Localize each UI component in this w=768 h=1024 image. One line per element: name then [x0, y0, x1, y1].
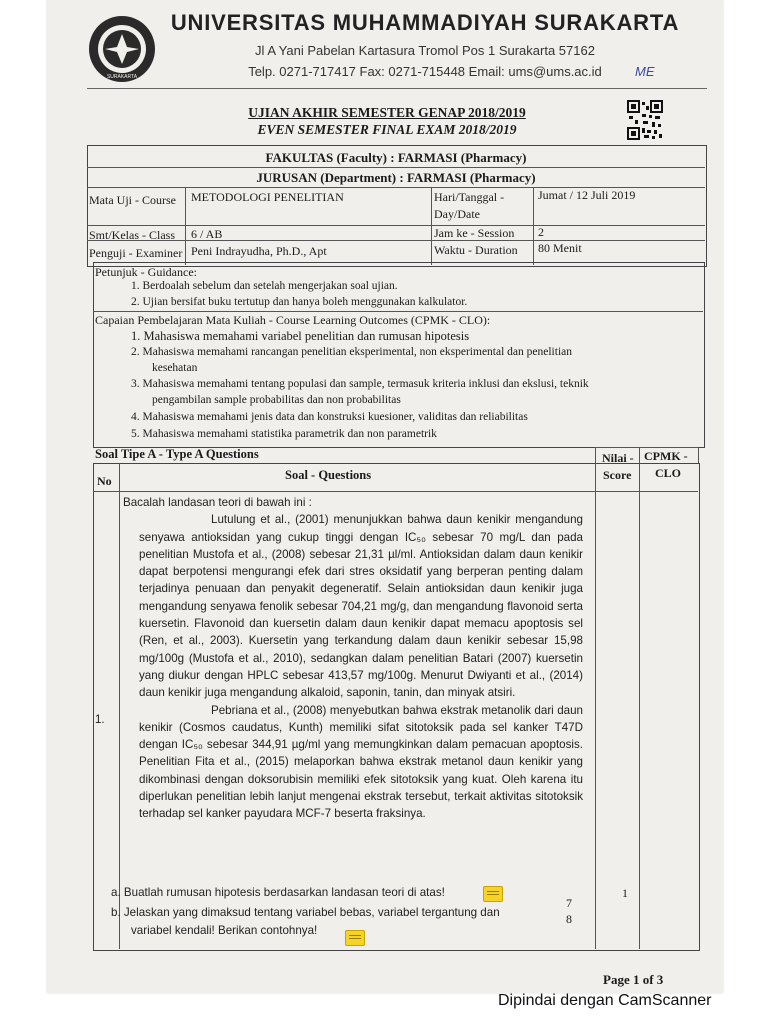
- comment-note-icon[interactable]: [345, 930, 365, 946]
- column-header-score: Nilai -: [602, 451, 634, 465]
- date-label-english: Day/Date: [434, 207, 480, 221]
- header-divider: [87, 88, 707, 89]
- duration-value: 80 Menit: [538, 241, 582, 255]
- class-value: 6 / AB: [191, 227, 223, 241]
- session-label: Jam ke - Session: [434, 226, 515, 240]
- examiner-value: Peni Indrayudha, Ph.D., Apt: [191, 244, 327, 258]
- university-contact: Telp. 0271-717417 Fax: 0271-715448 Email: ums@ums.ac.id: [248, 64, 602, 79]
- svg-text:SURAKARTA: SURAKARTA: [106, 74, 138, 80]
- sub-question-a: a. Buatlah rumusan hipotesis berdasarkan landasan teori di atas!: [111, 886, 445, 899]
- class-label: Smt/Kelas - Class: [89, 228, 175, 242]
- sub-question-b-continued: variabel kendali! Berikan contohnya!: [131, 924, 318, 937]
- sub-question-b: b. Jelaskan yang dimaksud tentang variabel bebas, variabel tergantung dan: [111, 906, 500, 919]
- handwritten-initials: ME: [635, 64, 655, 79]
- question-text: [123, 494, 583, 823]
- university-address: Jl A Yani Pabelan Kartasura Tromol Pos 1 Surakarta 57162: [255, 43, 595, 58]
- exam-title-english: EVEN SEMESTER FINAL EXAM 2018/2019: [257, 122, 517, 137]
- clo-item: 1. Mahasiswa memahami variabel penelitian dan rumusan hipotesis: [131, 329, 470, 343]
- column-header-score-en: Score: [603, 468, 632, 482]
- university-name: UNIVERSITAS MUHAMMADIYAH SURAKARTA: [170, 10, 680, 35]
- scanner-watermark: Dipindai dengan CamScanner: [498, 992, 712, 1009]
- column-header-no: No: [97, 474, 112, 488]
- clo-label: Capaian Pembelajaran Mata Kuliah - Course Learning Outcomes (CPMK - CLO):: [95, 313, 491, 327]
- guidance-item: 1. Berdoalah sebelum dan setelah mengerjakan soal ujian.: [131, 280, 398, 292]
- score-b: 8: [566, 912, 572, 926]
- clo-value: 1: [622, 886, 628, 900]
- column-header-clo: CPMK -: [644, 449, 688, 463]
- faculty-heading: FAKULTAS (Faculty) : FARMASI (Pharmacy): [265, 150, 527, 165]
- section-title: Soal Tipe A - Type A Questions: [95, 447, 259, 461]
- duration-label: Waktu - Duration: [434, 243, 518, 257]
- guidance-label: Petunjuk - Guidance:: [95, 265, 197, 279]
- question-paragraph: Lutulung et al., (2001) menunjukkan bahwa daun kenikir mengandung senyawa antioksidan yang cukup tinggi dengan IC₅₀ sebesar 70 mg/L dan pada penelitian Mustofa et al., (2008) sebesar 21,31 µl/ml. Antioksidan dalam daun kenikir dapat berpotensi mengurangi efek dari stres oksidatif yang berperan penting dalam terjadinya penuaan dan penyakit degeneratif. Selain antioksidan daun kenikir juga mengandung senyawa fenolik sebesar 704,21 mg/g, dan mengandung flavonoid serta kuersetin. Flavonoid dan kuersetin dalam daun kenikir dapat memacu apoptosis sel (Ren, et al., 2003). Kuersetin yang terkandung dalam daun kenikir sebesar 15,98 mg/100g (Mustofa et al., 2010), sedangkan dalam penelitian Batari (2007) kuersetin yang diukur dengan HPLC sebesar 413,57 mg/100g. Menurut Dwiyanti et al., (2014) daun kenikir juga mengandung alkaloid, saponin, tanin, dan minyak atsiri.: [139, 513, 583, 700]
- clo-item: 4. Mahasiswa memahami jenis data dan konstruksi kuesioner, validitas dan reliabilitas: [131, 411, 528, 423]
- department-heading: JURUSAN (Department) : FARMASI (Pharmacy): [256, 170, 536, 185]
- question-number: 1.: [95, 714, 105, 726]
- column-header-question: Soal - Questions: [285, 468, 372, 482]
- question-intro: Bacalah landasan teori di bawah ini :: [123, 496, 312, 509]
- qr-code-icon: [627, 100, 663, 140]
- guidance-item: 2. Ujian bersifat buku tertutup dan hanya boleh menggunakan kalkulator.: [131, 296, 468, 308]
- date-label: Hari/Tanggal -: [434, 190, 505, 204]
- university-logo: [87, 14, 157, 84]
- course-label: Mata Uji - Course: [89, 193, 176, 207]
- question-paragraph: Pebriana et al., (2008) menyebutkan bahwa ekstrak metanolik dari daun kenikir (Cosmos caudatus, Kunth) memiliki sifat sitotoksik pada sel kanker T47D dengan IC₅₀ sebesar 344,91 µg/ml yang memungkinkan dalam pemacuan apoptosis. Penelitian Fita et al., (2015) melaporkan bahwa ekstrak metanol daun kenikir yang dikombinasi dengan doksorubisin memiliki efek sitotoksik yang kuat. Oleh karena itu diperlukan penelitian lebih lanjut mengenai ekstrak tersebut, terkait aktivitas sitotoksik terhadap sel kanker payudara MCF-7 beserta fraksinya.: [139, 703, 583, 821]
- column-header-clo-en: CLO: [655, 466, 682, 480]
- exam-title: UJIAN AKHIR SEMESTER GENAP 2018/2019: [248, 105, 526, 120]
- date-value: Jumat / 12 Juli 2019: [538, 188, 636, 202]
- exam-page: [47, 0, 723, 993]
- clo-item: pengambilan sample probabilitas dan non probabilitas: [152, 394, 401, 406]
- session-value: 2: [538, 225, 544, 239]
- page-number: Page 1 of 3: [603, 972, 664, 987]
- clo-item: 2. Mahasiswa memahami rancangan penelitian eksperimental, non eksperimental dan penelitian: [131, 346, 572, 358]
- comment-note-icon[interactable]: [483, 886, 503, 902]
- clo-item: 5. Mahasiswa memahami statistika parametrik dan non parametrik: [131, 428, 437, 440]
- score-a: 7: [566, 896, 572, 910]
- clo-item: kesehatan: [152, 362, 198, 374]
- clo-item: 3. Mahasiswa memahami tentang populasi dan sample, termasuk kriteria inklusi dan ekslusi, teknik: [131, 378, 589, 390]
- examiner-label: Penguji - Examiner: [89, 246, 183, 260]
- course-value: METODOLOGI PENELITIAN: [191, 190, 344, 204]
